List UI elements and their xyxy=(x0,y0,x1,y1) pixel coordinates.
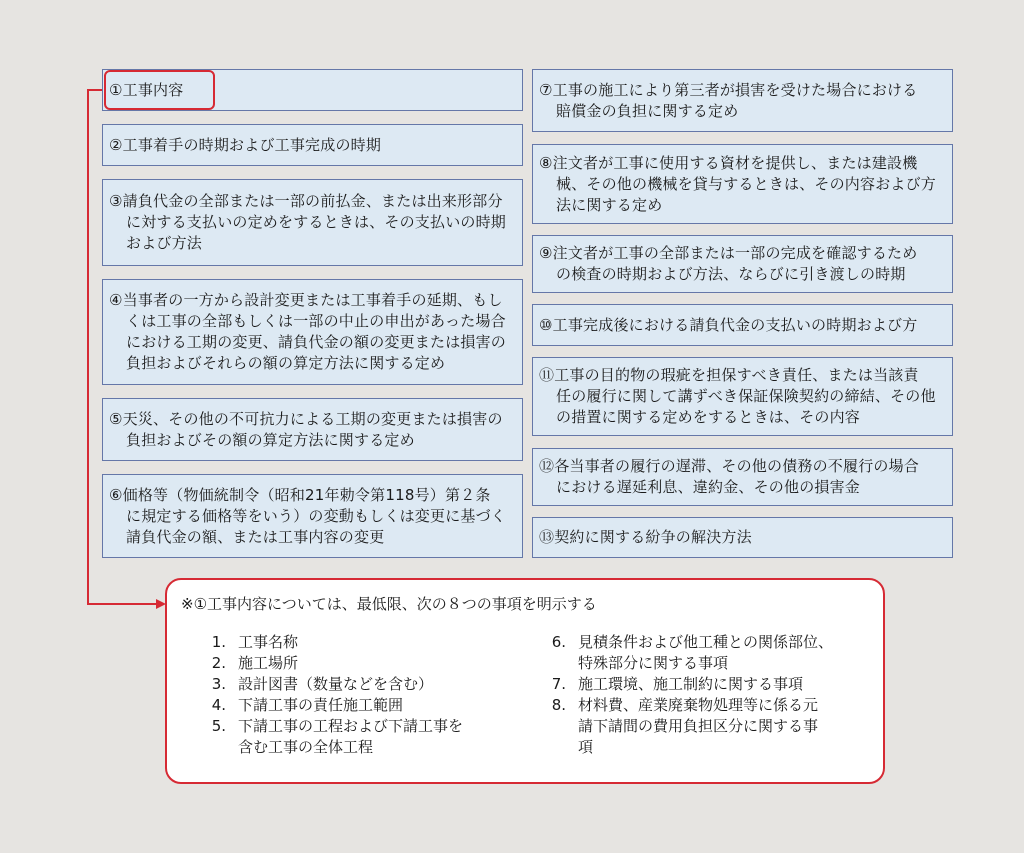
item-4-line-3: における工期の変更、請負代金の額の変更または損害の xyxy=(126,333,507,351)
item-12-line-1: ⑫各当事者の履行の遅滞、その他の債務の不履行の場合 xyxy=(539,457,920,475)
note-item-number: 7. xyxy=(551,675,566,693)
note-item-text: 下請工事の責任施工範囲 xyxy=(238,696,404,714)
item-5-line-2: 負担およびその額の算定方法に関する定め xyxy=(126,430,415,449)
item-5-line-1: ⑤天災、その他の不可抗力による工期の変更または損害の xyxy=(109,409,503,428)
item-2-line-1: ②工事着手の時期および工事完成の時期 xyxy=(109,135,382,154)
note-item-text: 施工場所 xyxy=(238,654,299,672)
item-3-line-3: および方法 xyxy=(126,234,203,252)
item-8-line-2: 械、その他の機械を貸与するときは、その内容および方 xyxy=(556,174,937,193)
item-8-line-1: ⑧注文者が工事に使用する資材を提供し、または建設機 xyxy=(539,153,918,172)
note-item-continuation: 含む工事の全体工程 xyxy=(238,738,374,756)
item-box-8 xyxy=(532,144,953,224)
item-box-9 xyxy=(532,235,953,293)
item-box-13 xyxy=(532,517,953,558)
note-item xyxy=(540,632,833,653)
item-7-line-2: 賠償金の負担に関する定め xyxy=(556,101,739,120)
note-item-text: 工事名称 xyxy=(238,633,299,651)
note-box xyxy=(165,578,885,784)
item-4-line-1: ④当事者の一方から設計変更または工事着手の延期、もし xyxy=(109,291,503,309)
note-item-number: 4. xyxy=(211,696,226,714)
item-12-line-2: における遅延利息、違約金、その他の損害金 xyxy=(556,478,861,496)
note-item xyxy=(200,653,463,674)
item-box-6 xyxy=(102,474,523,558)
item-9-line-2: の検査の時期および方法、ならびに引き渡しの時期 xyxy=(556,265,906,283)
note-item xyxy=(540,695,833,716)
item-4-line-4: 負担およびそれらの額の算定方法に関する定め xyxy=(126,354,446,372)
item-10-line-1: ⑩工事完成後における請負代金の支払いの時期および方 xyxy=(539,315,918,334)
note-right-column xyxy=(540,632,833,758)
item-11-line-2: 任の履行に関して講ずべき保証保険契約の締結、その他 xyxy=(556,387,936,405)
item-box-3 xyxy=(102,179,523,266)
note-item-text: 設計図書（数量などを含む） xyxy=(238,675,434,693)
note-item-continuation: 特殊部分に関する事項 xyxy=(578,654,729,672)
item-6-line-2: に規定する価格等をいう）の変動もしくは変更に基づく xyxy=(126,506,507,525)
note-item-number: 1. xyxy=(211,633,226,651)
item-1-highlight xyxy=(104,70,215,110)
note-item xyxy=(200,632,463,653)
note-item-text: 下請工事の工程および下請工事を xyxy=(238,717,464,735)
item-1-line-1: ①工事内容 xyxy=(109,80,184,99)
item-6-line-1: ⑥価格等（物価統制令（昭和21年勅令第118号）第２条 xyxy=(109,485,491,504)
note-item-number: 5. xyxy=(211,717,226,735)
note-item-continuation: 請下請間の費用負担区分に関する事 xyxy=(578,717,819,735)
note-item-number: 6. xyxy=(551,633,566,651)
item-6-line-3: 請負代金の額、または工事内容の変更 xyxy=(126,527,385,546)
note-item-number: 8. xyxy=(551,696,566,714)
item-9-line-1: ⑨注文者が工事の全部または一部の完成を確認するため xyxy=(539,244,918,262)
note-item-text: 見積条件および他工種との関係部位、 xyxy=(578,633,834,651)
item-3-line-1: ③請負代金の全部または一部の前払金、または出来形部分 xyxy=(109,192,503,210)
note-title: ※①工事内容については、最低限、次の８つの事項を明示する xyxy=(181,595,597,613)
item-7-line-1: ⑦工事の施工により第三者が損害を受けた場合における xyxy=(539,80,918,99)
item-8-line-3: 法に関する定め xyxy=(556,195,663,214)
item-4-line-2: くは工事の全部もしくは一部の中止の申出があった場合 xyxy=(126,312,506,330)
note-item-continuation: 項 xyxy=(578,738,594,756)
note-left-column xyxy=(200,632,463,758)
note-item-text: 施工環境、施工制約に関する事項 xyxy=(578,675,804,693)
note-item-number: 3. xyxy=(211,675,226,693)
item-box-2 xyxy=(102,124,523,166)
note-item xyxy=(200,695,463,716)
item-11-line-3: の措置に関する定めをするときは、その内容 xyxy=(556,408,861,426)
item-box-5 xyxy=(102,398,523,461)
item-box-7 xyxy=(532,69,953,132)
note-item-number: 2. xyxy=(211,654,226,672)
item-11-line-1: ⑪工事の目的物の瑕疵を担保すべき責任、または当該責 xyxy=(539,366,919,384)
item-box-10 xyxy=(532,304,953,346)
item-13-line-1: ⑬契約に関する紛争の解決方法 xyxy=(539,528,752,546)
item-3-line-2: に対する支払いの定めをするときは、その支払いの時期 xyxy=(126,213,507,231)
note-item xyxy=(200,716,463,737)
item-box-11 xyxy=(532,357,953,436)
item-box-12 xyxy=(532,448,953,506)
note-item-text: 材料費、産業廃棄物処理等に係る元 xyxy=(578,696,819,714)
item-box-4 xyxy=(102,279,523,385)
note-item xyxy=(540,674,833,695)
note-item xyxy=(200,674,463,695)
